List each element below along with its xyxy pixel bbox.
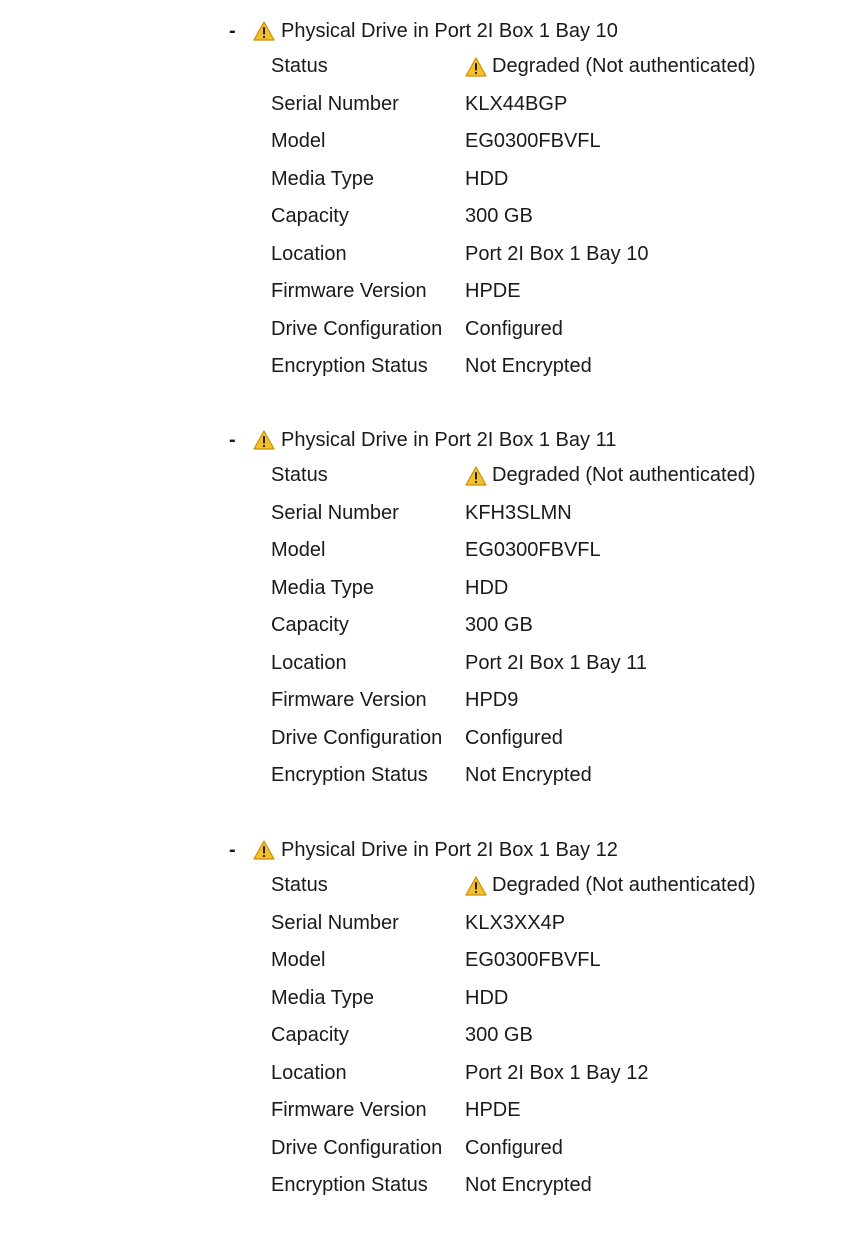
property-value: [465, 949, 601, 972]
property-label: Status: [271, 464, 328, 487]
drive-properties: [271, 867, 756, 1205]
property-row: [271, 48, 756, 86]
property-value: [465, 689, 518, 712]
drive-title: Physical Drive in Port 2I Box 1 Bay 11: [281, 429, 617, 451]
property-label: Firmware Version: [271, 1099, 427, 1122]
drive-properties: [271, 48, 756, 386]
property-label: Location: [271, 651, 347, 674]
property-row: [271, 867, 756, 905]
property-value: [465, 243, 648, 266]
property-row: [271, 980, 756, 1018]
property-value-text: KLX44BGP: [465, 92, 568, 115]
property-row: [271, 532, 756, 570]
property-value-text: Configured: [465, 1136, 563, 1159]
property-value: [465, 355, 592, 378]
property-label: Media Type: [271, 167, 375, 190]
property-label: Drive Configuration: [271, 317, 443, 340]
property-label: Capacity: [271, 614, 349, 637]
property-row: [271, 1167, 756, 1205]
property-value-text: Port 2I Box 1 Bay 12: [465, 1061, 649, 1084]
property-label: Location: [271, 1061, 347, 1084]
property-label: Encryption Status: [271, 1174, 428, 1197]
property-value-text: 300 GB: [465, 205, 533, 228]
property-row: [271, 942, 756, 980]
property-value-text: Not Encrypted: [465, 764, 592, 787]
property-value: [465, 280, 521, 303]
property-row: [271, 86, 756, 124]
property-value-text: EG0300FBVFL: [465, 949, 601, 972]
property-label: Encryption Status: [271, 355, 428, 378]
property-row: [271, 198, 756, 236]
property-label: Serial Number: [271, 92, 399, 115]
property-label: Status: [271, 55, 328, 78]
property-value-text: HPD9: [465, 689, 519, 712]
property-value: [465, 1024, 533, 1047]
property-value: [465, 614, 533, 637]
property-row: [271, 607, 756, 645]
property-value: [465, 652, 647, 675]
drive-title: Physical Drive in Port 2I Box 1 Bay 12: [281, 839, 618, 861]
property-row: [271, 720, 756, 758]
property-value: [465, 318, 563, 341]
drive-properties: [271, 457, 756, 795]
property-row: [271, 1092, 756, 1130]
property-value: [465, 912, 565, 935]
property-row: [271, 1055, 756, 1093]
warning-icon: [465, 57, 487, 77]
property-value-text: 300 GB: [465, 1024, 533, 1047]
warning-icon: [253, 21, 275, 41]
property-value-text: Not Encrypted: [465, 355, 592, 378]
drive-header: [229, 425, 616, 455]
property-value-text: KLX3XX4P: [465, 911, 566, 934]
property-value: [465, 727, 563, 750]
property-row: [271, 273, 756, 311]
warning-icon: [253, 840, 275, 860]
property-value: [465, 205, 533, 228]
property-row: [271, 348, 756, 386]
property-value-text: Degraded (Not authenticated): [492, 464, 756, 487]
property-value: [465, 130, 601, 153]
property-value-text: Not Encrypted: [465, 1174, 592, 1197]
property-value: [465, 1099, 521, 1122]
property-row: [271, 123, 756, 161]
warning-icon: [465, 876, 487, 896]
property-label: Encryption Status: [271, 764, 428, 787]
collapse-toggle[interactable]: -: [229, 20, 236, 42]
property-row: [271, 161, 756, 199]
property-label: Model: [271, 539, 326, 562]
property-label: Serial Number: [271, 911, 399, 934]
property-value-text: Configured: [465, 317, 563, 340]
property-value-text: Configured: [465, 726, 563, 749]
property-row: [271, 1130, 756, 1168]
property-label: Status: [271, 874, 328, 897]
property-row: [271, 570, 756, 608]
property-value: [465, 987, 508, 1010]
property-label: Media Type: [271, 986, 375, 1009]
property-value: [465, 502, 572, 525]
property-value: [465, 1137, 563, 1160]
property-value-text: HDD: [465, 576, 509, 599]
property-value: [465, 1174, 592, 1197]
property-label: Location: [271, 242, 347, 265]
collapse-toggle[interactable]: -: [229, 429, 236, 451]
property-row: [271, 645, 756, 683]
property-value: [465, 168, 508, 191]
property-label: Drive Configuration: [271, 726, 443, 749]
property-value-text: HDD: [465, 167, 509, 190]
warning-icon: [253, 430, 275, 450]
property-label: Model: [271, 949, 326, 972]
property-value: [465, 1062, 648, 1085]
property-label: Capacity: [271, 1024, 349, 1047]
property-value-text: HPDE: [465, 1099, 521, 1122]
property-row: [271, 236, 756, 274]
property-value-text: KFH3SLMN: [465, 501, 572, 524]
drive-header: [229, 16, 618, 46]
warning-icon: [465, 466, 487, 486]
property-value-text: EG0300FBVFL: [465, 539, 601, 562]
property-value-text: HPDE: [465, 280, 521, 303]
property-value-text: 300 GB: [465, 614, 533, 637]
property-row: [271, 457, 756, 495]
property-value: [465, 577, 508, 600]
property-value-text: Port 2I Box 1 Bay 11: [465, 651, 647, 674]
property-value-text: HDD: [465, 986, 509, 1009]
drive-header: [229, 835, 618, 865]
drive-title: Physical Drive in Port 2I Box 1 Bay 10: [281, 20, 618, 42]
property-row: [271, 1017, 756, 1055]
property-label: Serial Number: [271, 501, 399, 524]
property-value-text: Degraded (Not authenticated): [492, 55, 756, 78]
property-row: [271, 682, 756, 720]
property-value: [465, 764, 592, 787]
property-value: [465, 539, 601, 562]
property-value: [465, 55, 756, 78]
property-label: Drive Configuration: [271, 1136, 443, 1159]
property-label: Model: [271, 130, 326, 153]
property-value: [465, 93, 567, 116]
property-label: Media Type: [271, 576, 375, 599]
property-row: [271, 905, 756, 943]
property-value-text: Degraded (Not authenticated): [492, 874, 756, 897]
property-value-text: EG0300FBVFL: [465, 130, 601, 153]
property-value: [465, 464, 756, 487]
property-row: [271, 495, 756, 533]
property-row: [271, 311, 756, 349]
collapse-toggle[interactable]: -: [229, 839, 236, 861]
property-value: [465, 874, 756, 897]
property-label: Capacity: [271, 205, 349, 228]
property-value-text: Port 2I Box 1 Bay 10: [465, 242, 649, 265]
property-label: Firmware Version: [271, 280, 427, 303]
property-label: Firmware Version: [271, 689, 427, 712]
property-row: [271, 757, 756, 795]
